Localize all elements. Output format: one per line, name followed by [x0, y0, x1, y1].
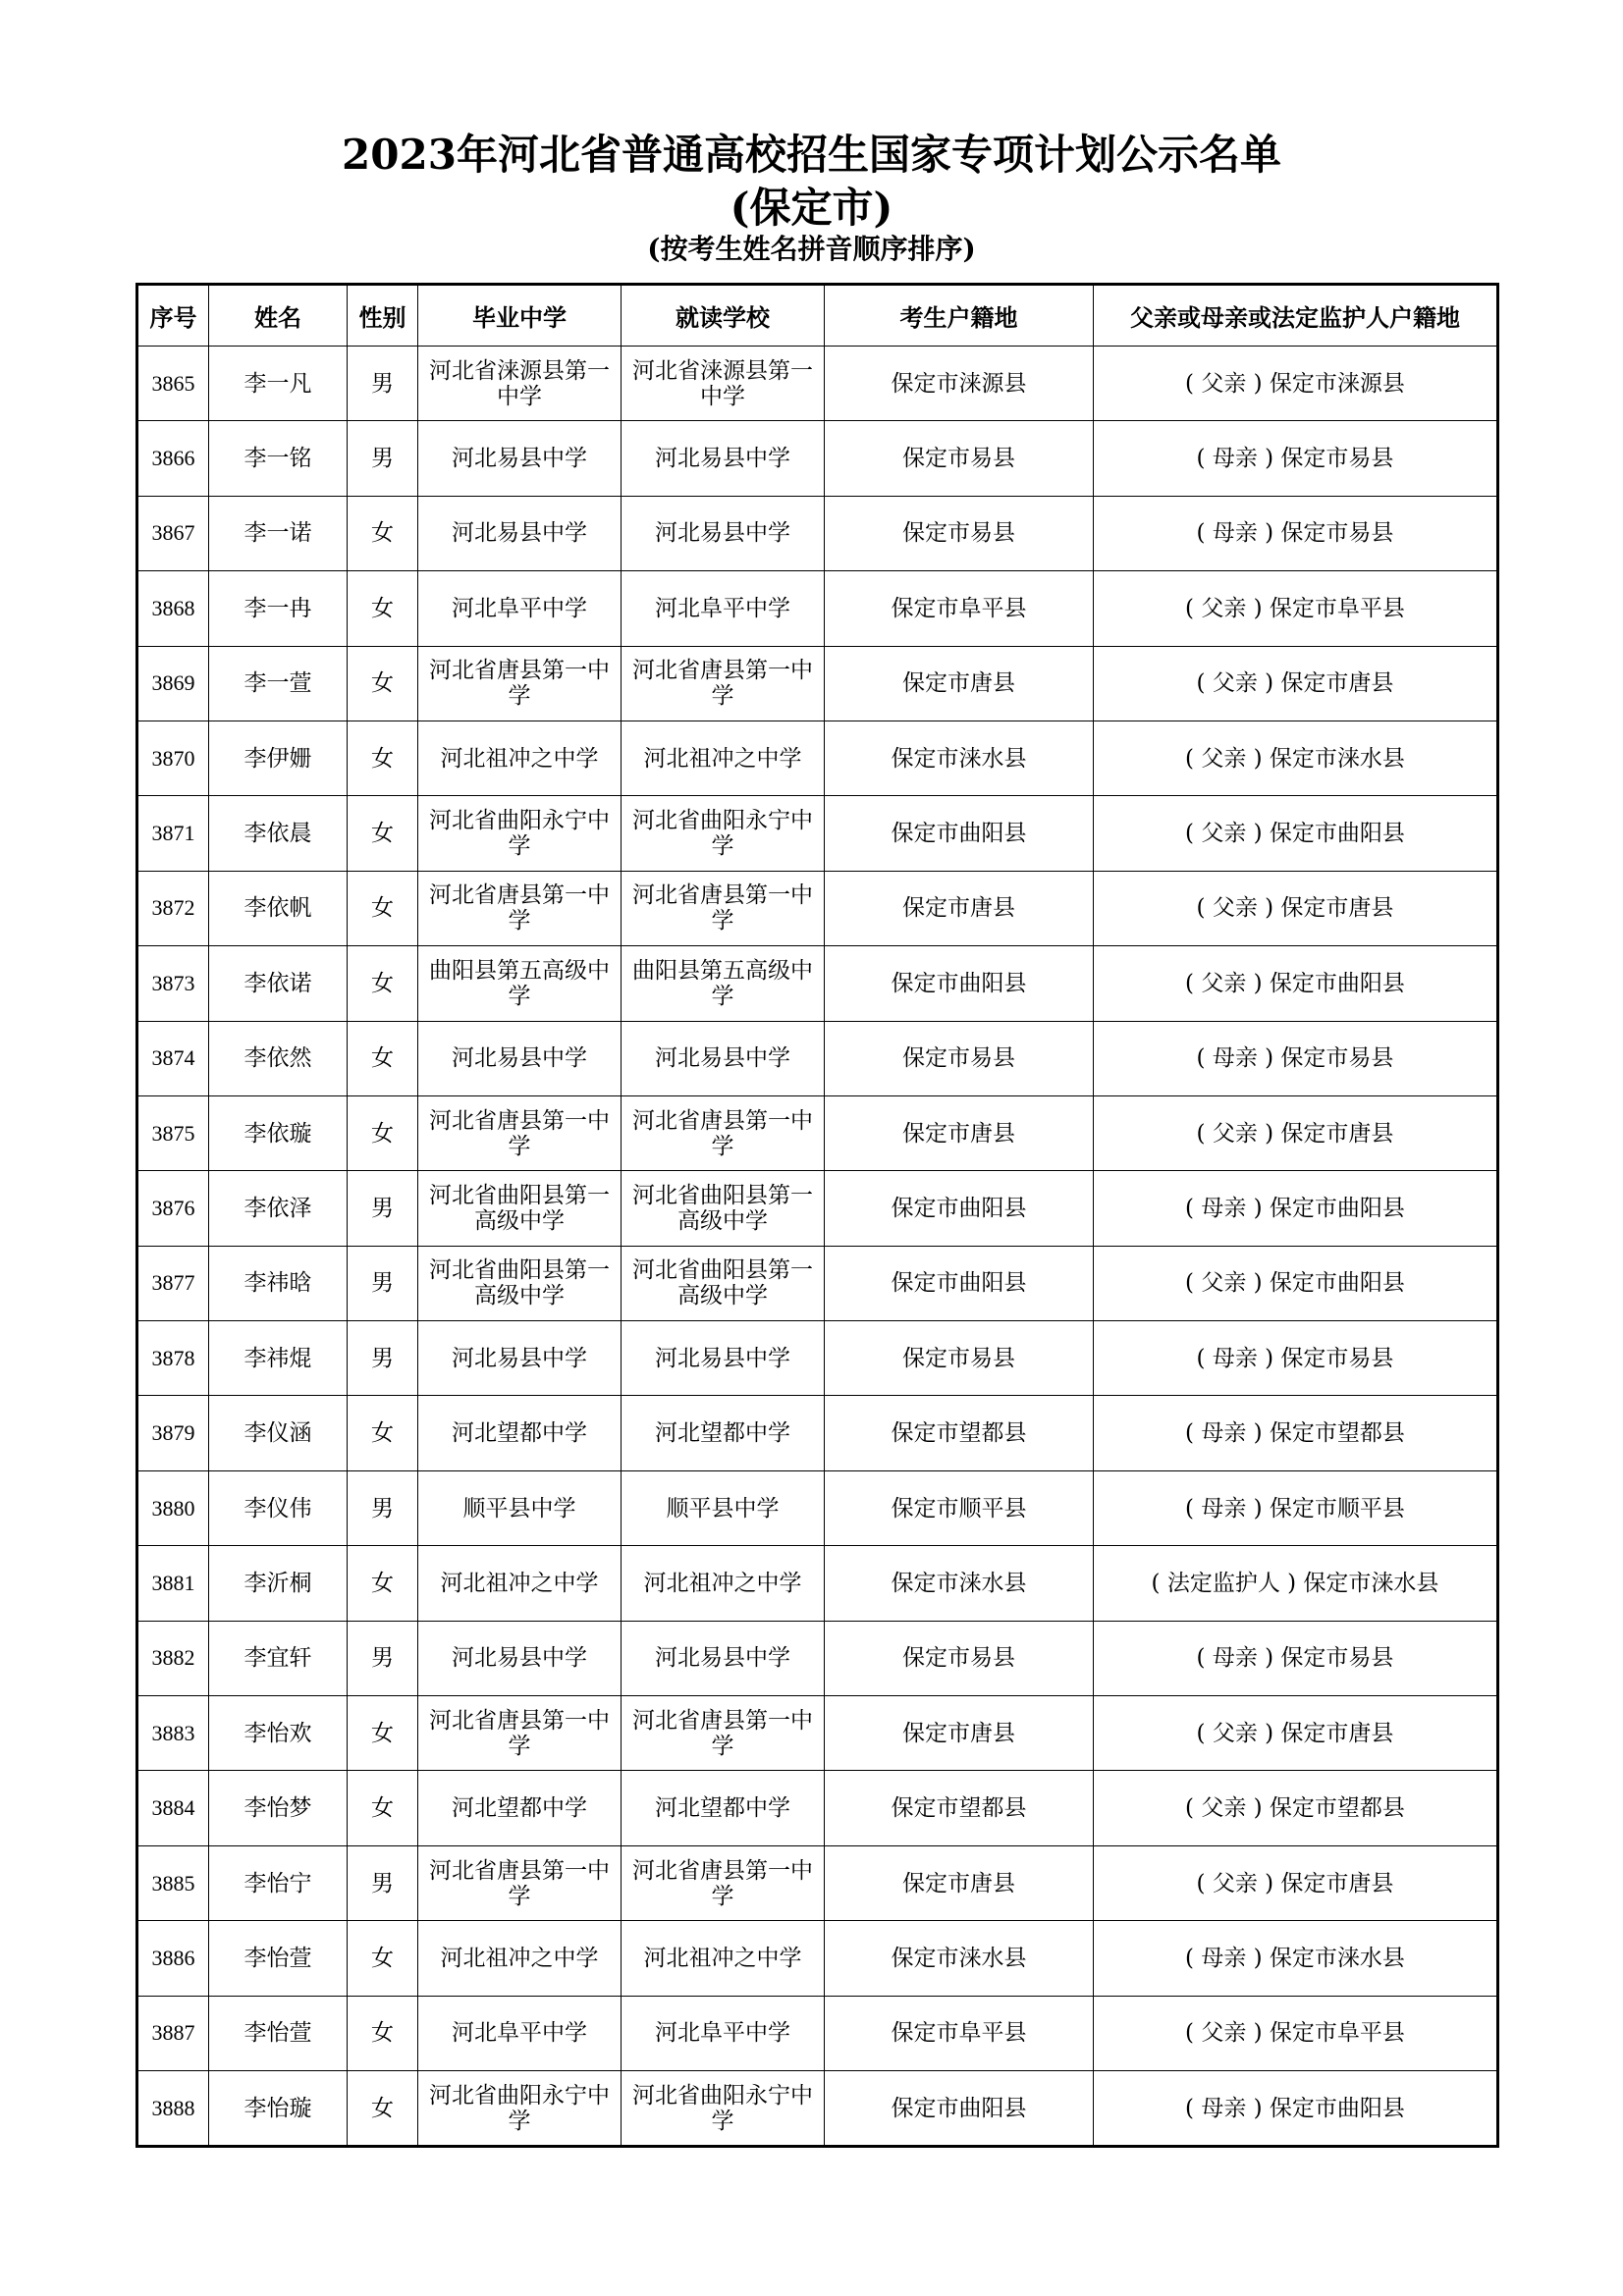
cell-serial: 3867 — [137, 496, 209, 570]
cell-candidate-residence: 保定市唐县 — [825, 1095, 1094, 1170]
cell-current-school: 顺平县中学 — [622, 1470, 825, 1545]
cell-gender: 女 — [348, 946, 418, 1021]
table-row — [137, 1546, 1498, 1621]
cell-name: 李一萱 — [209, 646, 348, 721]
cell-serial: 3884 — [137, 1771, 209, 1845]
cell-guardian-residence: ( 母亲 ) 保定市曲阳县 — [1094, 2070, 1498, 2146]
cell-guardian-residence: ( 母亲 ) 保定市易县 — [1094, 1021, 1498, 1095]
cell-candidate-residence: 保定市阜平县 — [825, 1996, 1094, 2070]
cell-guardian-residence: ( 母亲 ) 保定市易县 — [1094, 496, 1498, 570]
table-row — [137, 946, 1498, 1021]
header-graduation-school: 毕业中学 — [418, 285, 622, 347]
cell-name: 李依晨 — [209, 796, 348, 871]
table-row — [137, 1621, 1498, 1695]
document-subtitle: (保定市) — [730, 184, 893, 232]
cell-guardian-residence: ( 母亲 ) 保定市曲阳县 — [1094, 1171, 1498, 1246]
cell-current-school: 河北祖冲之中学 — [622, 721, 825, 795]
cell-guardian-residence: ( 父亲 ) 保定市唐县 — [1094, 1696, 1498, 1771]
cell-serial: 3883 — [137, 1696, 209, 1771]
cell-guardian-residence: ( 母亲 ) 保定市望都县 — [1094, 1396, 1498, 1470]
cell-gender: 女 — [348, 2070, 418, 2146]
cell-serial: 3882 — [137, 1621, 209, 1695]
cell-current-school: 河北易县中学 — [622, 1621, 825, 1695]
cell-graduation-school: 河北省涞源县第一中学 — [418, 347, 622, 421]
cell-graduation-school: 河北省曲阳县第一高级中学 — [418, 1246, 622, 1320]
table-row — [137, 347, 1498, 421]
cell-graduation-school: 河北易县中学 — [418, 421, 622, 496]
cell-current-school: 河北省唐县第一中学 — [622, 1095, 825, 1170]
table-row — [137, 1470, 1498, 1545]
cell-serial: 3869 — [137, 646, 209, 721]
cell-candidate-residence: 保定市曲阳县 — [825, 796, 1094, 871]
cell-serial: 3868 — [137, 571, 209, 646]
cell-current-school: 河北易县中学 — [622, 496, 825, 570]
table-row — [137, 1095, 1498, 1170]
cell-gender: 男 — [348, 1171, 418, 1246]
cell-serial: 3865 — [137, 347, 209, 421]
header-serial: 序号 — [137, 285, 209, 347]
cell-name: 李祎晗 — [209, 1246, 348, 1320]
cell-gender: 男 — [348, 1470, 418, 1545]
cell-name: 李怡萱 — [209, 1996, 348, 2070]
table-row — [137, 721, 1498, 795]
cell-gender: 男 — [348, 1621, 418, 1695]
cell-gender: 女 — [348, 1921, 418, 1996]
cell-candidate-residence: 保定市望都县 — [825, 1771, 1094, 1845]
cell-graduation-school: 河北易县中学 — [418, 496, 622, 570]
cell-current-school: 河北省唐县第一中学 — [622, 1845, 825, 1920]
cell-gender: 女 — [348, 1771, 418, 1845]
cell-name: 李怡梦 — [209, 1771, 348, 1845]
cell-name: 李仪伟 — [209, 1470, 348, 1545]
cell-graduation-school: 河北望都中学 — [418, 1396, 622, 1470]
cell-gender: 男 — [348, 1845, 418, 1920]
cell-graduation-school: 河北省唐县第一中学 — [418, 1696, 622, 1771]
cell-serial: 3872 — [137, 871, 209, 945]
cell-graduation-school: 河北祖冲之中学 — [418, 1921, 622, 1996]
cell-name: 李仪涵 — [209, 1396, 348, 1470]
cell-name: 李祎焜 — [209, 1321, 348, 1396]
cell-gender: 女 — [348, 1546, 418, 1621]
cell-candidate-residence: 保定市曲阳县 — [825, 2070, 1094, 2146]
cell-serial: 3878 — [137, 1321, 209, 1396]
table-row — [137, 421, 1498, 496]
cell-serial: 3880 — [137, 1470, 209, 1545]
cell-candidate-residence: 保定市唐县 — [825, 1696, 1094, 1771]
table-row — [137, 1921, 1498, 1996]
cell-guardian-residence: ( 母亲 ) 保定市易县 — [1094, 1621, 1498, 1695]
cell-gender: 男 — [348, 347, 418, 421]
cell-serial: 3876 — [137, 1171, 209, 1246]
cell-candidate-residence: 保定市涞水县 — [825, 721, 1094, 795]
cell-graduation-school: 河北祖冲之中学 — [418, 721, 622, 795]
cell-candidate-residence: 保定市望都县 — [825, 1396, 1094, 1470]
cell-guardian-residence: ( 父亲 ) 保定市涞水县 — [1094, 721, 1498, 795]
cell-name: 李一诺 — [209, 496, 348, 570]
cell-name: 李沂桐 — [209, 1546, 348, 1621]
table-row — [137, 1396, 1498, 1470]
cell-guardian-residence: ( 父亲 ) 保定市曲阳县 — [1094, 796, 1498, 871]
cell-graduation-school: 河北易县中学 — [418, 1321, 622, 1396]
cell-gender: 女 — [348, 1996, 418, 2070]
header-current-school: 就读学校 — [622, 285, 825, 347]
cell-current-school: 河北祖冲之中学 — [622, 1921, 825, 1996]
cell-current-school: 河北易县中学 — [622, 1021, 825, 1095]
cell-serial: 3874 — [137, 1021, 209, 1095]
cell-candidate-residence: 保定市曲阳县 — [825, 946, 1094, 1021]
cell-guardian-residence: ( 父亲 ) 保定市唐县 — [1094, 1845, 1498, 1920]
cell-candidate-residence: 保定市唐县 — [825, 1845, 1094, 1920]
cell-graduation-school: 河北易县中学 — [418, 1021, 622, 1095]
cell-candidate-residence: 保定市易县 — [825, 496, 1094, 570]
cell-serial: 3886 — [137, 1921, 209, 1996]
cell-guardian-residence: ( 母亲 ) 保定市易县 — [1094, 421, 1498, 496]
cell-guardian-residence: ( 父亲 ) 保定市曲阳县 — [1094, 1246, 1498, 1320]
cell-graduation-school: 河北省唐县第一中学 — [418, 1095, 622, 1170]
cell-serial: 3873 — [137, 946, 209, 1021]
cell-current-school: 河北望都中学 — [622, 1771, 825, 1845]
document-title: 2023年河北省普通高校招生国家专项计划公示名单 — [342, 131, 1281, 179]
cell-guardian-residence: ( 父亲 ) 保定市唐县 — [1094, 1095, 1498, 1170]
cell-gender: 女 — [348, 1696, 418, 1771]
cell-serial: 3887 — [137, 1996, 209, 2070]
cell-guardian-residence: ( 父亲 ) 保定市涞源县 — [1094, 347, 1498, 421]
cell-name: 李依泽 — [209, 1171, 348, 1246]
cell-current-school: 河北省曲阳县第一高级中学 — [622, 1171, 825, 1246]
table-row — [137, 1021, 1498, 1095]
cell-guardian-residence: ( 父亲 ) 保定市阜平县 — [1094, 571, 1498, 646]
cell-guardian-residence: ( 母亲 ) 保定市涞水县 — [1094, 1921, 1498, 1996]
table-row — [137, 571, 1498, 646]
cell-candidate-residence: 保定市易县 — [825, 1021, 1094, 1095]
cell-candidate-residence: 保定市涞水县 — [825, 1546, 1094, 1621]
cell-candidate-residence: 保定市涞源县 — [825, 347, 1094, 421]
cell-guardian-residence: ( 父亲 ) 保定市唐县 — [1094, 646, 1498, 721]
cell-name: 李一冉 — [209, 571, 348, 646]
cell-candidate-residence: 保定市阜平县 — [825, 571, 1094, 646]
cell-graduation-school: 河北易县中学 — [418, 1621, 622, 1695]
header-guardian-residence: 父亲或母亲或法定监护人户籍地 — [1094, 285, 1498, 347]
cell-current-school: 河北省曲阳县第一高级中学 — [622, 1246, 825, 1320]
cell-candidate-residence: 保定市涞水县 — [825, 1921, 1094, 1996]
cell-candidate-residence: 保定市唐县 — [825, 871, 1094, 945]
cell-candidate-residence: 保定市曲阳县 — [825, 1246, 1094, 1320]
table-row — [137, 871, 1498, 945]
cell-candidate-residence: 保定市顺平县 — [825, 1470, 1094, 1545]
candidate-table — [135, 283, 1499, 2148]
cell-guardian-residence: ( 母亲 ) 保定市顺平县 — [1094, 1470, 1498, 1545]
cell-current-school: 河北省曲阳永宁中学 — [622, 2070, 825, 2146]
cell-serial: 3879 — [137, 1396, 209, 1470]
cell-guardian-residence: ( 父亲 ) 保定市阜平县 — [1094, 1996, 1498, 2070]
cell-current-school: 河北易县中学 — [622, 1321, 825, 1396]
cell-gender: 女 — [348, 871, 418, 945]
cell-graduation-school: 河北省曲阳永宁中学 — [418, 796, 622, 871]
cell-serial: 3875 — [137, 1095, 209, 1170]
cell-gender: 女 — [348, 1095, 418, 1170]
cell-name: 李依诺 — [209, 946, 348, 1021]
cell-candidate-residence: 保定市易县 — [825, 1321, 1094, 1396]
table-body — [137, 347, 1498, 2147]
cell-guardian-residence: ( 法定监护人 ) 保定市涞水县 — [1094, 1546, 1498, 1621]
table-row — [137, 1171, 1498, 1246]
cell-graduation-school: 顺平县中学 — [418, 1470, 622, 1545]
cell-name: 李怡欢 — [209, 1696, 348, 1771]
cell-current-school: 河北望都中学 — [622, 1396, 825, 1470]
table-row — [137, 1771, 1498, 1845]
cell-graduation-school: 河北阜平中学 — [418, 571, 622, 646]
cell-serial: 3885 — [137, 1845, 209, 1920]
cell-gender: 男 — [348, 1246, 418, 1320]
cell-current-school: 曲阳县第五高级中学 — [622, 946, 825, 1021]
cell-gender: 女 — [348, 646, 418, 721]
cell-guardian-residence: ( 父亲 ) 保定市唐县 — [1094, 871, 1498, 945]
header-candidate-residence: 考生户籍地 — [825, 285, 1094, 347]
cell-current-school: 河北省唐县第一中学 — [622, 646, 825, 721]
sort-note: (按考生姓名拼音顺序排序) — [647, 233, 976, 265]
cell-name: 李一凡 — [209, 347, 348, 421]
cell-gender: 女 — [348, 496, 418, 570]
cell-graduation-school: 河北省唐县第一中学 — [418, 646, 622, 721]
table-header-row — [137, 285, 1498, 347]
cell-name: 李依帆 — [209, 871, 348, 945]
cell-current-school: 河北阜平中学 — [622, 571, 825, 646]
cell-serial: 3888 — [137, 2070, 209, 2146]
cell-candidate-residence: 保定市唐县 — [825, 646, 1094, 721]
cell-serial: 3871 — [137, 796, 209, 871]
cell-gender: 女 — [348, 1021, 418, 1095]
cell-graduation-school: 河北省唐县第一中学 — [418, 1845, 622, 1920]
cell-candidate-residence: 保定市易县 — [825, 421, 1094, 496]
cell-serial: 3870 — [137, 721, 209, 795]
cell-gender: 男 — [348, 421, 418, 496]
cell-current-school: 河北省曲阳永宁中学 — [622, 796, 825, 871]
cell-candidate-residence: 保定市易县 — [825, 1621, 1094, 1695]
cell-current-school: 河北祖冲之中学 — [622, 1546, 825, 1621]
table-row — [137, 2070, 1498, 2146]
cell-name: 李宜轩 — [209, 1621, 348, 1695]
table-row — [137, 1996, 1498, 2070]
cell-name: 李一铭 — [209, 421, 348, 496]
cell-current-school: 河北省涞源县第一中学 — [622, 347, 825, 421]
table-row — [137, 1696, 1498, 1771]
table-row — [137, 496, 1498, 570]
cell-graduation-school: 曲阳县第五高级中学 — [418, 946, 622, 1021]
cell-gender: 女 — [348, 721, 418, 795]
cell-name: 李依然 — [209, 1021, 348, 1095]
cell-serial: 3881 — [137, 1546, 209, 1621]
table-row — [137, 796, 1498, 871]
cell-graduation-school: 河北省曲阳永宁中学 — [418, 2070, 622, 2146]
cell-gender: 男 — [348, 1321, 418, 1396]
cell-graduation-school: 河北祖冲之中学 — [418, 1546, 622, 1621]
cell-graduation-school: 河北省唐县第一中学 — [418, 871, 622, 945]
cell-graduation-school: 河北省曲阳县第一高级中学 — [418, 1171, 622, 1246]
table-row — [137, 1845, 1498, 1920]
cell-current-school: 河北易县中学 — [622, 421, 825, 496]
cell-name: 李伊姗 — [209, 721, 348, 795]
cell-graduation-school: 河北望都中学 — [418, 1771, 622, 1845]
cell-current-school: 河北阜平中学 — [622, 1996, 825, 2070]
cell-gender: 女 — [348, 571, 418, 646]
header-gender: 性别 — [348, 285, 418, 347]
cell-current-school: 河北省唐县第一中学 — [622, 871, 825, 945]
cell-name: 李怡宁 — [209, 1845, 348, 1920]
cell-graduation-school: 河北阜平中学 — [418, 1996, 622, 2070]
cell-candidate-residence: 保定市曲阳县 — [825, 1171, 1094, 1246]
cell-name: 李怡萱 — [209, 1921, 348, 1996]
cell-name: 李依璇 — [209, 1095, 348, 1170]
cell-guardian-residence: ( 母亲 ) 保定市易县 — [1094, 1321, 1498, 1396]
cell-serial: 3866 — [137, 421, 209, 496]
header-name: 姓名 — [209, 285, 348, 347]
table-row — [137, 1246, 1498, 1320]
cell-guardian-residence: ( 父亲 ) 保定市望都县 — [1094, 1771, 1498, 1845]
table-row — [137, 646, 1498, 721]
table-row — [137, 1321, 1498, 1396]
cell-current-school: 河北省唐县第一中学 — [622, 1696, 825, 1771]
cell-gender: 女 — [348, 796, 418, 871]
cell-gender: 女 — [348, 1396, 418, 1470]
cell-serial: 3877 — [137, 1246, 209, 1320]
cell-guardian-residence: ( 父亲 ) 保定市曲阳县 — [1094, 946, 1498, 1021]
cell-name: 李怡璇 — [209, 2070, 348, 2146]
